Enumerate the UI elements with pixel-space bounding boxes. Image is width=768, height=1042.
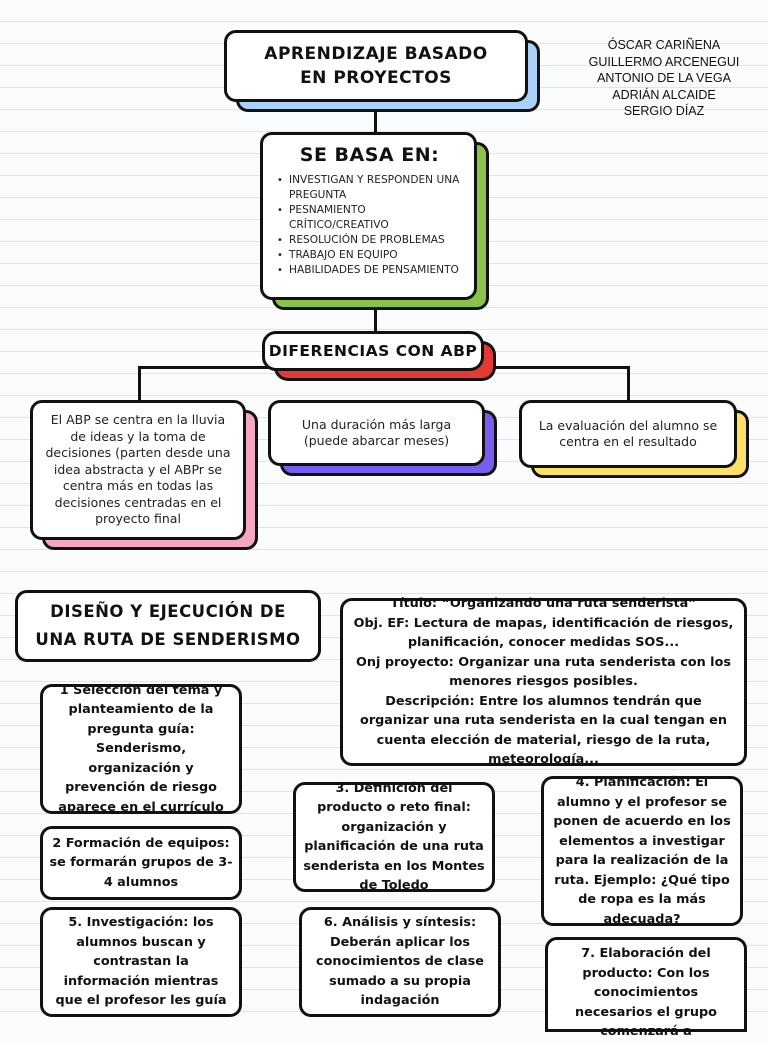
connector-diferencias-stem — [374, 370, 377, 380]
authors-list — [574, 37, 754, 120]
connector-title-basa — [374, 100, 377, 134]
ruta-title-line1: DISEÑO Y EJECUCIÓN DE — [50, 602, 286, 621]
ruta-info-obj-ef: Obj. EF: Lectura de mapas, identificación de riesgos, planificación, conocer medidas SOS... — [353, 615, 734, 651]
author-name: SERGIO DÍAZ — [623, 104, 705, 118]
main-title-line2: EN PROYECTOS — [300, 68, 452, 88]
author-name: ÓSCAR CARIÑENA — [607, 38, 721, 52]
step-5-text: 5. Investigación: los alumnos buscan y contrastan la información mientras que el profesor les guía — [55, 915, 227, 1009]
diferencia-middle-text: Una duración más larga (puede abarcar meses) — [301, 416, 452, 448]
step-2-text: 2 Formación de equipos: se formarán grupos de 3-4 alumnos — [49, 835, 233, 890]
step-5-card — [40, 907, 242, 1017]
basa-item: • PESNAMIENTO CRÍTICO/CREATIVO — [275, 203, 464, 233]
step-7-card — [545, 937, 747, 1039]
connector-basa-diferencias — [374, 300, 377, 334]
basa-item: • RESOLUCIÓN DE PROBLEMAS — [275, 233, 464, 248]
diferencia-middle-card — [268, 400, 485, 466]
basa-item: • INVESTIGAN Y RESPONDEN UNA PREGUNTA — [275, 173, 464, 203]
step-4-text: 4. Planificación: El alumno y el profesor se ponen de acuerdo en los elementos a investigar para la realización de la ruta. Ejemplo: ¿Qué tipo de ropa es la más adecuada? — [553, 775, 731, 927]
ruta-info-obj-proyecto: Onj proyecto: Organizar una ruta senderista con los menores riesgos posibles. — [356, 654, 731, 690]
basa-card — [260, 132, 477, 300]
step-2-card — [40, 826, 242, 900]
diferencias-title: DIFERENCIAS CON ABP — [268, 342, 478, 360]
ruta-title-card — [15, 590, 321, 662]
ruta-title-line2: UNA RUTA DE SENDERISMO — [35, 630, 301, 649]
ruta-info-descripcion: Descripción: Entre los alumnos tendrán que organizar una ruta senderista en la cual tengan en cuenta elección de material, riesgo de la ruta, meteorología... — [360, 693, 727, 768]
basa-title: SE BASA EN: — [299, 144, 440, 166]
ruta-info-card — [340, 598, 747, 766]
basa-list — [275, 173, 464, 278]
author-name: GUILLERMO ARCENEGUI — [588, 54, 740, 69]
step-6-card — [299, 907, 501, 1017]
step-3-card — [293, 782, 495, 892]
author-name: ADRIÁN ALCAIDE — [612, 87, 716, 102]
step-1-text: 1 Selección del tema y planteamiento de la pregunta guía: Senderismo, organización y prevención de riesgo aparece en el currículo — [58, 682, 224, 815]
ruta-info-titulo: Título: “Organizando una ruta senderista” — [390, 596, 697, 612]
diferencia-left-text: El ABP se centra en la lluvia de ideas y la toma de decisiones (parten desde una idea abstracta y el ABPr se centra más en todas las decisiones centradas en el proyecto final — [45, 412, 231, 527]
step-7-text: 7. Elaboración del producto: Con los conocimientos necesarios el grupo comenzará a — [575, 946, 717, 1039]
step-1-card — [40, 684, 242, 814]
connector-diferencias-right — [627, 366, 630, 402]
diferencia-right-card — [519, 400, 737, 468]
main-title-line1: APRENDIZAJE BASADO — [264, 44, 488, 64]
diferencia-right-text: La evaluación del alumno se centra en el resultado — [538, 417, 718, 449]
step-6-text: 6. Análisis y síntesis: Deberán aplicar los conocimientos de clase sumado a su propia indagación — [316, 915, 484, 1009]
step-4-card — [541, 776, 743, 926]
diferencias-card — [262, 331, 484, 371]
connector-diferencias-left — [138, 366, 141, 402]
main-title-card — [224, 30, 528, 102]
author-name: ANTONIO DE LA VEGA — [597, 71, 731, 85]
basa-item: • TRABAJO EN EQUIPO — [275, 248, 464, 263]
step-3-text: 3. Definición del producto o reto final: organización y planificación de una ruta senderista en los Montes de Toledo — [303, 780, 485, 893]
basa-item: • HABILIDADES DE PENSAMIENTO — [275, 263, 464, 278]
diferencia-left-card — [30, 400, 246, 540]
